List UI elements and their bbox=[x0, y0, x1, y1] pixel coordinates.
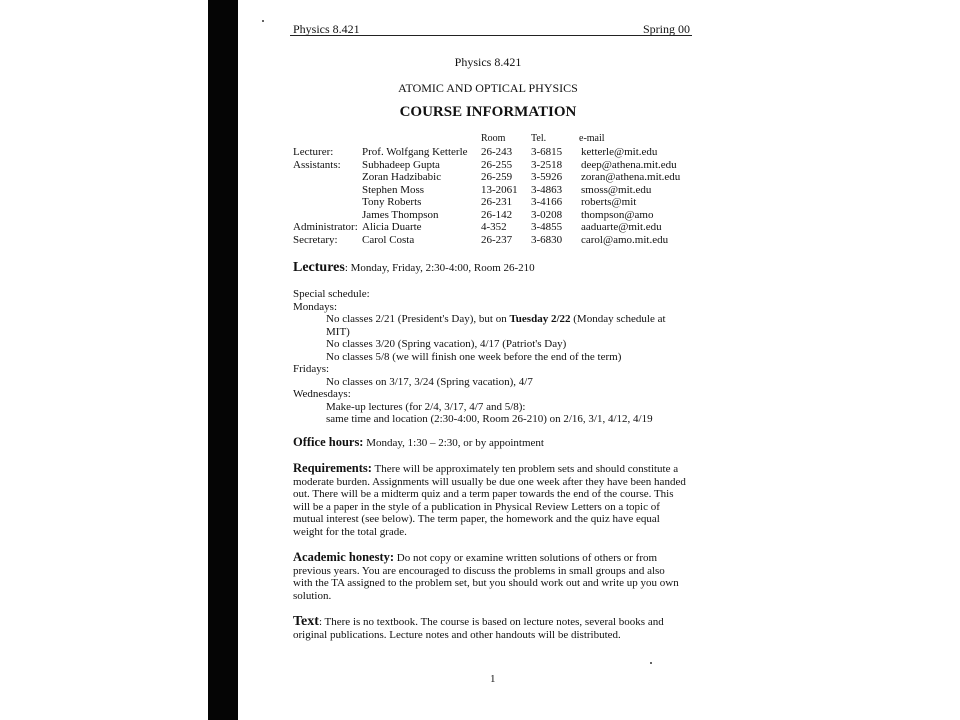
honesty-line-3: with the TA assigned to the problem set, but you should work out and write up you own bbox=[293, 577, 679, 589]
academic-honesty-label: Academic honesty: bbox=[293, 550, 395, 564]
staff-row bbox=[293, 196, 680, 209]
text-line-1: Text: There is no textbook. The course is based on lecture notes, several books and bbox=[293, 614, 664, 629]
staff-email: smoss@mit.edu bbox=[581, 183, 652, 196]
staff-email: zoran@athena.mit.edu bbox=[581, 171, 681, 183]
scan-border bbox=[208, 0, 238, 720]
staff-name: Stephen Moss bbox=[362, 183, 425, 196]
requirements-section bbox=[293, 462, 708, 538]
requirements-line-1: Requirements: There will be approximately ten problem sets and should constitute a bbox=[293, 461, 679, 475]
text-line-2: original publications. Lecture notes and other handouts will be distributed. bbox=[293, 628, 621, 641]
honesty-line-2: previous years. You are encouraged to discuss the problems in small groups and also bbox=[293, 564, 665, 577]
staff-tel: 3-2518 bbox=[531, 158, 563, 171]
staff-email: carol@amo.mit.edu bbox=[581, 233, 669, 246]
schedule-intro: Special schedule: bbox=[293, 288, 370, 300]
column-head-tel: Tel. bbox=[531, 133, 547, 144]
staff-name: Tony Roberts bbox=[362, 196, 422, 208]
staff-room: 26-243 bbox=[481, 146, 513, 158]
page-number: 1 bbox=[490, 673, 496, 685]
office-hours-section bbox=[293, 436, 544, 450]
staff-name: Prof. Wolfgang Ketterle bbox=[362, 146, 468, 158]
requirements-line-2: moderate burden. Assignments will usually be due one week after they have been handed bbox=[293, 475, 686, 488]
staff-email: ketterle@mit.edu bbox=[581, 146, 658, 158]
fridays-label: Fridays: bbox=[293, 363, 330, 375]
staff-room: 13-2061 bbox=[481, 183, 518, 196]
requirements-label: Requirements: bbox=[293, 461, 372, 475]
staff-role: Administrator: bbox=[293, 221, 358, 233]
requirements-line-3: out. There will be a midterm quiz and a term paper towards the end of the course. This bbox=[293, 488, 674, 500]
staff-tel: 3-4863 bbox=[531, 183, 563, 196]
staff-name: James Thompson bbox=[362, 208, 439, 221]
text-label: Text bbox=[293, 614, 319, 629]
staff-table bbox=[293, 146, 680, 246]
staff-row bbox=[293, 209, 680, 222]
wednesday-note-1: Make-up lectures (for 2/4, 3/17, 4/7 and 5/8): bbox=[326, 400, 526, 413]
staff-room: 26-259 bbox=[481, 171, 513, 183]
staff-name: Carol Costa bbox=[362, 233, 415, 246]
staff-name: Zoran Hadzibabic bbox=[362, 171, 442, 183]
staff-room: 26-142 bbox=[481, 208, 513, 221]
staff-room: 26-255 bbox=[481, 158, 513, 171]
staff-role bbox=[293, 196, 362, 209]
staff-role: Secretary: bbox=[293, 233, 338, 246]
monday-note-1-cont: MIT) bbox=[326, 325, 350, 338]
staff-tel: 3-6815 bbox=[531, 146, 563, 158]
staff-tel: 3-4855 bbox=[531, 221, 563, 233]
staff-role: Lecturer: bbox=[293, 146, 334, 158]
staff-email: deep@athena.mit.edu bbox=[581, 158, 677, 171]
lectures-text: : Monday, Friday, 2:30-4:00, Room 26-210 bbox=[344, 262, 535, 274]
monday-note-3: No classes 5/8 (we will finish one week before the end of the term) bbox=[326, 350, 622, 363]
staff-tel: 3-6830 bbox=[531, 233, 563, 246]
scan-speck bbox=[262, 20, 264, 22]
requirements-line-6: weight for the total grade. bbox=[293, 525, 407, 538]
staff-tel: 3-4166 bbox=[531, 196, 563, 208]
staff-email: aaduarte@mit.edu bbox=[581, 221, 662, 233]
office-hours-text: Monday, 1:30 – 2:30, or by appointment bbox=[363, 437, 544, 449]
monday-note-1: No classes 2/21 (President's Day), but on Tuesday 2/22 (Monday schedule at bbox=[326, 313, 666, 325]
staff-email: thompson@amo bbox=[581, 208, 654, 221]
column-head-email: e-mail bbox=[579, 133, 605, 144]
staff-role bbox=[293, 184, 362, 197]
text-section bbox=[293, 616, 708, 641]
academic-honesty-section bbox=[293, 551, 708, 602]
staff-room: 26-237 bbox=[481, 233, 513, 246]
staff-row bbox=[293, 184, 680, 197]
page-title: COURSE INFORMATION bbox=[399, 104, 577, 120]
staff-tel: 3-5926 bbox=[531, 171, 563, 183]
lectures-section bbox=[293, 262, 535, 275]
special-schedule bbox=[293, 288, 723, 426]
staff-role: Assistants: bbox=[293, 158, 341, 171]
course-number: Physics 8.421 bbox=[454, 55, 522, 69]
column-head-room: Room bbox=[481, 133, 506, 144]
requirements-line-5: mutual interest (see below). The term paper, the homework and the quiz have equal bbox=[293, 513, 660, 525]
staff-row bbox=[293, 171, 680, 184]
scan-speck bbox=[650, 662, 652, 664]
staff-role bbox=[293, 171, 362, 184]
staff-tel: 3-0208 bbox=[531, 208, 563, 221]
monday-note-2: No classes 3/20 (Spring vacation), 4/17 (Patriot's Day) bbox=[326, 338, 567, 350]
office-hours-label: Office hours: bbox=[293, 435, 364, 449]
staff-name: Alicia Duarte bbox=[362, 221, 422, 233]
staff-row bbox=[293, 159, 680, 172]
mondays-label: Mondays: bbox=[293, 300, 337, 313]
staff-email: roberts@mit bbox=[581, 196, 637, 208]
document-page bbox=[238, 0, 960, 720]
header-rule bbox=[290, 35, 692, 36]
wednesday-note-2: same time and location (2:30-4:00, Room 26-210) on 2/16, 3/1, 4/12, 4/19 bbox=[326, 413, 653, 425]
honesty-line-1: Academic honesty: Do not copy or examine written solutions of others or from bbox=[293, 550, 658, 564]
staff-row bbox=[293, 146, 680, 159]
friday-note: No classes on 3/17, 3/24 (Spring vacation), 4/7 bbox=[326, 375, 533, 388]
lectures-label: Lectures bbox=[293, 260, 345, 275]
requirements-line-4: will be a paper in the style of a publication in Physical Review Letters on a topic of bbox=[293, 500, 660, 513]
header-course: Physics 8.421 bbox=[293, 22, 360, 36]
course-subject: ATOMIC AND OPTICAL PHYSICS bbox=[398, 81, 578, 95]
staff-room: 4-352 bbox=[481, 221, 507, 233]
staff-name: Subhadeep Gupta bbox=[362, 158, 440, 171]
staff-row bbox=[293, 234, 680, 247]
header-term: Spring 00 bbox=[643, 22, 691, 36]
staff-row bbox=[293, 221, 680, 234]
staff-room: 26-231 bbox=[481, 196, 513, 208]
staff-role bbox=[293, 209, 362, 222]
honesty-line-4: solution. bbox=[293, 589, 332, 602]
wednesdays-label: Wednesdays: bbox=[293, 388, 351, 400]
